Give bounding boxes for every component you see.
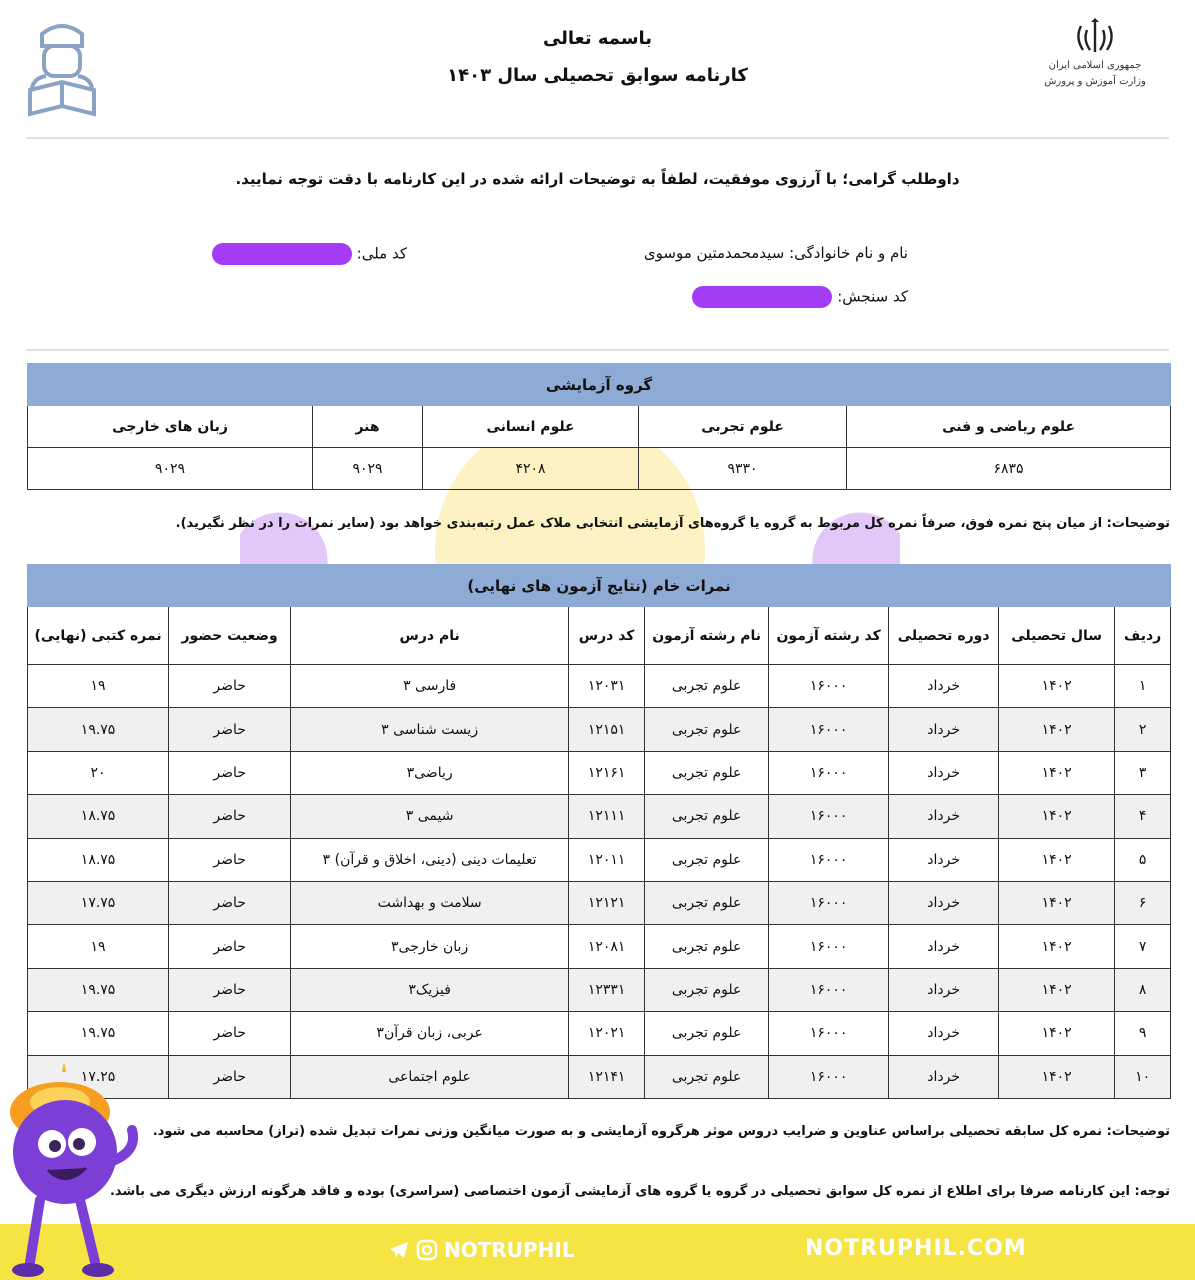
groups-title: گروه آزمایشی: [28, 364, 1171, 406]
cell: ۱۶۰۰۰: [769, 925, 889, 968]
exam-groups-table: [27, 363, 1171, 490]
cell: خرداد: [889, 1055, 999, 1098]
column-header: نمره کتبی (نهایی): [28, 607, 169, 665]
cell: ۲۰: [28, 751, 169, 794]
raw-scores-table: [27, 564, 1171, 1099]
handle-text: NOTRUPHIL: [444, 1238, 575, 1262]
cell: ۱۲۱۴۱: [569, 1055, 645, 1098]
cell: حاضر: [169, 838, 291, 881]
cell: ۵: [1115, 838, 1171, 881]
cell: سلامت و بهداشت: [291, 881, 569, 924]
cell: حاضر: [169, 925, 291, 968]
cell: ۱۲۱۱۱: [569, 795, 645, 838]
table-row: [28, 751, 1171, 794]
cell: ۱۴۰۲: [999, 968, 1115, 1011]
cell: ۱۴۰۲: [999, 708, 1115, 751]
cell: ۱۲۱۶۱: [569, 751, 645, 794]
cell: حاضر: [169, 881, 291, 924]
cell: ۱۲۰۳۱: [569, 665, 645, 708]
cell: زبان خارجی۳: [291, 925, 569, 968]
instagram-icon: [416, 1239, 438, 1261]
national-code-row: [212, 243, 407, 265]
info-divider: [26, 349, 1169, 351]
mascot-character: [0, 1062, 150, 1280]
column-header: دوره تحصیلی: [889, 607, 999, 665]
cell: ۱۶۰۰۰: [769, 968, 889, 1011]
results-title: نمرات خام (نتایج آزمون های نهایی): [28, 565, 1171, 607]
assessment-code-row: [692, 286, 908, 308]
cell: علوم تجربی: [645, 925, 769, 968]
column-header: ردیف: [1115, 607, 1171, 665]
cell: ۱۶۰۰۰: [769, 751, 889, 794]
cell: خرداد: [889, 1012, 999, 1055]
cell: ۱۴۰۲: [999, 881, 1115, 924]
table-row: [28, 968, 1171, 1011]
cell: ۱۷.۷۵: [28, 881, 169, 924]
cell: فارسی ۳: [291, 665, 569, 708]
table-row: [28, 708, 1171, 751]
cell: ۱۶۰۰۰: [769, 795, 889, 838]
ministry-emblem: [1025, 18, 1165, 90]
group-header: علوم ریاضی و فنی: [847, 406, 1171, 448]
website-link[interactable]: NOTRUPHIL.COM: [805, 1236, 1027, 1261]
cell: ۱۹.۷۵: [28, 1012, 169, 1055]
candidate-name-row: [644, 244, 908, 262]
emblem-line-2: وزارت آموزش و پرورش: [1044, 76, 1146, 87]
cell: خرداد: [889, 838, 999, 881]
invocation-text: باسمه تعالی: [542, 28, 653, 49]
name-label: نام و نام خانوادگی:: [789, 244, 908, 262]
column-header: نام درس: [291, 607, 569, 665]
cell: علوم اجتماعی: [291, 1055, 569, 1098]
cell: ۱۲۳۳۱: [569, 968, 645, 1011]
cell: ۶: [1115, 881, 1171, 924]
cell: ۱۸.۷۵: [28, 838, 169, 881]
cell: ۱۲۰۸۱: [569, 925, 645, 968]
cell: خرداد: [889, 795, 999, 838]
table-row: [28, 1055, 1171, 1098]
table-row: [28, 665, 1171, 708]
document-titles: [0, 28, 1195, 86]
group-score: ۹۳۳۰: [639, 448, 847, 490]
cell: ۱۶۰۰۰: [769, 1055, 889, 1098]
cell: تعلیمات دینی (دینی، اخلاق و قرآن) ۳: [291, 838, 569, 881]
table-row: [28, 838, 1171, 881]
cell: علوم تجربی: [645, 708, 769, 751]
column-header: وضعیت حضور: [169, 607, 291, 665]
cell: حاضر: [169, 1012, 291, 1055]
cell: خرداد: [889, 968, 999, 1011]
column-header: کد رشته آزمون: [769, 607, 889, 665]
social-handle[interactable]: [388, 1238, 575, 1262]
cell: علوم تجربی: [645, 665, 769, 708]
cell: علوم تجربی: [645, 1055, 769, 1098]
cell: ۱۹: [28, 925, 169, 968]
cell: علوم تجربی: [645, 838, 769, 881]
group-header: هنر: [313, 406, 423, 448]
cell: علوم تجربی: [645, 1012, 769, 1055]
group-score: ۴۲۰۸: [423, 448, 639, 490]
column-header: کد درس: [569, 607, 645, 665]
cell: ۱۷.۲۵: [28, 1055, 169, 1098]
cell: خرداد: [889, 925, 999, 968]
calculation-note: توضیحات: نمره کل سابقه تحصیلی براساس عناوین و ضرایب دروس موثر هرگروه آزمایشی و به صورت میانگین وزنی نمرات تبدیل شده (تراز) محاسبه می شود.: [152, 1124, 1170, 1139]
cell: عربی، زبان قرآن۳: [291, 1012, 569, 1055]
cell: ۱۹.۷۵: [28, 968, 169, 1011]
cell: شیمی ۳: [291, 795, 569, 838]
cell: زیست شناسی ۳: [291, 708, 569, 751]
name-value: سیدمحمدمتین موسوی: [643, 244, 785, 262]
page-title: کارنامه سوابق تحصیلی سال ۱۴۰۳: [447, 65, 748, 86]
cell: ۱۴۰۲: [999, 925, 1115, 968]
table-row: [28, 795, 1171, 838]
cell: ۴: [1115, 795, 1171, 838]
group-header: زبان های خارجی: [28, 406, 313, 448]
cell: ۱۹: [28, 665, 169, 708]
table-row: [28, 1012, 1171, 1055]
cell: ۱۲۰۲۱: [569, 1012, 645, 1055]
column-header: سال تحصیلی: [999, 607, 1115, 665]
group-header: علوم انسانی: [423, 406, 639, 448]
cell: ۱۶۰۰۰: [769, 665, 889, 708]
national-code-label: کد ملی:: [356, 244, 407, 263]
cell: ۱۲۰۱۱: [569, 838, 645, 881]
cell: ۱۶۰۰۰: [769, 838, 889, 881]
assessment-code-redaction: [692, 286, 832, 308]
cell: ۱۴۰۲: [999, 795, 1115, 838]
assessment-code-label: کد سنجش:: [837, 287, 908, 306]
table-row: [28, 881, 1171, 924]
cell: ۱۰: [1115, 1055, 1171, 1098]
cell: حاضر: [169, 1055, 291, 1098]
cell: ۱۴۰۲: [999, 751, 1115, 794]
cell: ریاضی۳: [291, 751, 569, 794]
column-header: نام رشته آزمون: [645, 607, 769, 665]
cell: ۱۴۰۲: [999, 1012, 1115, 1055]
cell: حاضر: [169, 751, 291, 794]
cell: ۹: [1115, 1012, 1171, 1055]
cell: ۱۶۰۰۰: [769, 881, 889, 924]
cell: علوم تجربی: [645, 968, 769, 1011]
cell: علوم تجربی: [645, 795, 769, 838]
cell: خرداد: [889, 708, 999, 751]
table-row: [28, 925, 1171, 968]
cell: ۱۸.۷۵: [28, 795, 169, 838]
header-divider: [26, 137, 1169, 139]
groups-note: توضیحات: از میان پنج نمره فوق، صرفاً نمره کل مربوط به گروه یا گروه‌های آزمایشی انتخابی ملاک عمل رتبه‌بندی خواهد بود (سایر نمرات را در نظر نگیرید).: [175, 516, 1170, 531]
iran-emblem-icon: [1073, 18, 1117, 58]
cell: حاضر: [169, 665, 291, 708]
cell: علوم تجربی: [645, 751, 769, 794]
cell: ۱۴۰۲: [999, 665, 1115, 708]
cell: ۱: [1115, 665, 1171, 708]
cell: ۲: [1115, 708, 1171, 751]
cell: ۷: [1115, 925, 1171, 968]
cell: فیزیک۳: [291, 968, 569, 1011]
validity-note: توجه: این کارنامه صرفا برای اطلاع از نمره کل سوابق تحصیلی در گروه یا گروه های آزمایشی آزمون اختصاصی (سراسری) بوده و فاقد هرگونه ارزش دیگری می باشد.: [109, 1184, 1170, 1199]
cell: ۱۴۰۲: [999, 1055, 1115, 1098]
cell: ۱۴۰۲: [999, 838, 1115, 881]
cell: ۳: [1115, 751, 1171, 794]
page-header: [0, 0, 1195, 140]
cell: خرداد: [889, 665, 999, 708]
cell: ۱۶۰۰۰: [769, 708, 889, 751]
footer-bar: [0, 1224, 1195, 1280]
telegram-icon: [388, 1239, 410, 1261]
cell: حاضر: [169, 708, 291, 751]
group-header: علوم تجربی: [639, 406, 847, 448]
cell: علوم تجربی: [645, 881, 769, 924]
cell: ۱۹.۷۵: [28, 708, 169, 751]
national-code-redaction: [212, 243, 352, 265]
group-score: ۹۰۲۹: [313, 448, 423, 490]
cell: ۱۲۱۲۱: [569, 881, 645, 924]
cell: حاضر: [169, 795, 291, 838]
cell: خرداد: [889, 751, 999, 794]
cell: حاضر: [169, 968, 291, 1011]
candidate-notice: داوطلب گرامی؛ با آرزوی موفقیت، لطفاً به توضیحات ارائه شده در این کارنامه با دقت توجه نمایید.: [235, 170, 960, 188]
group-score: ۹۰۲۹: [28, 448, 313, 490]
cell: خرداد: [889, 881, 999, 924]
group-score: ۶۸۳۵: [847, 448, 1171, 490]
cell: ۸: [1115, 968, 1171, 1011]
cell: ۱۲۱۵۱: [569, 708, 645, 751]
cell: ۱۶۰۰۰: [769, 1012, 889, 1055]
emblem-line-1: جمهوری اسلامی ایران: [1048, 60, 1142, 71]
